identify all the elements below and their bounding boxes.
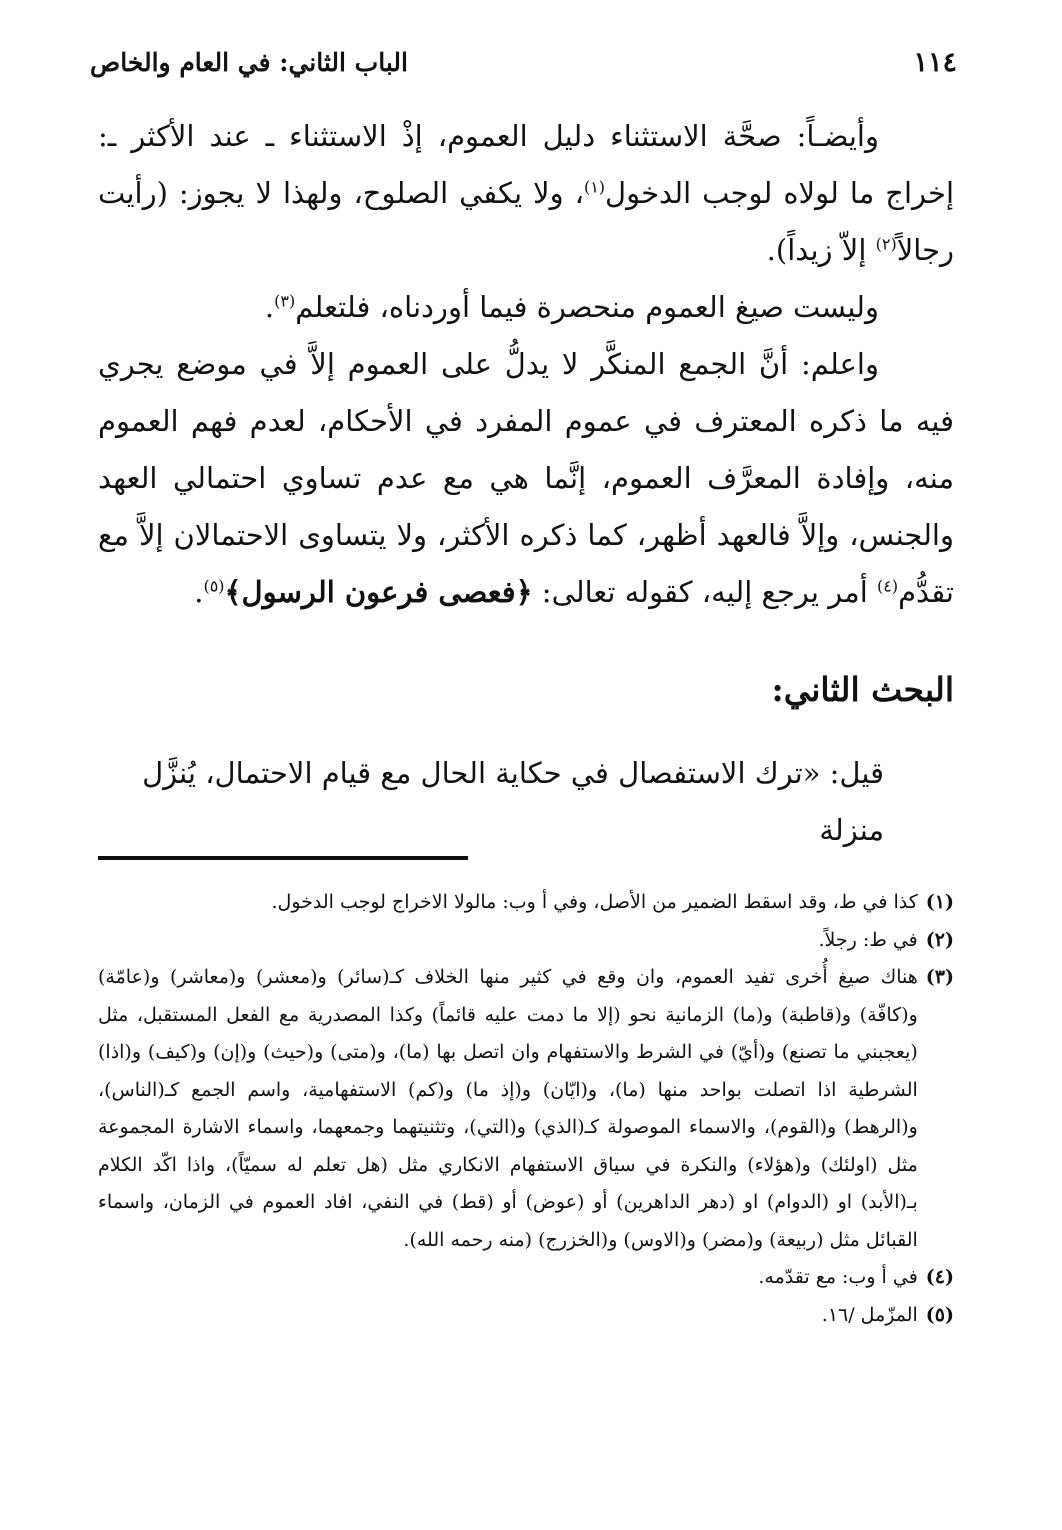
footnote-text: هناك صيغ أُخرى تفيد العموم، وان وقع في كثير منها الخلاف كـ(سائر) و(معشر) و(معاشر) و(عامّة) و(كافّة) و(قاطبة) و(ما) الزمانية نحو (إلا ما دمت عليه قائماً) وكذا المصدرية مع الفعل المستقبل، مثل (يعجبني ما تصنع) و(أيّ) في الشرط والاستفهام وان اتصل بها (ما)، و(متى) و(حيث) و(إن) و(كيف) و(اذا) الشرطية اذا اتصلت بواحد منها (ما)، و(ايّان) و(إذ ما) و(كم) الاستفهامية، واسم الجمع كـ(الناس)، و(الرهط) و(القوم)، والاسماء الموصولة كـ(الذي) و(التي)، وتثنيتهما وجمعهما، واسماء الاشارة المجموعة مثل (اولئك) و(هؤلاء) والنكرة في سياق الاستفهام الانكاري مثل (هل تعلم له سميّاً)، واذا اكّد الكلام بـ(الأبد) او (الدوام) او (دهر الداهرين) أو (عوض) أو (قط) في النفي، افاد العموم في الزمان، واسماء القبائل مثل (ربيعة) و(مضر) و(الاوس) و(الخزرج) (منه رحمه الله). — [98, 966, 918, 1251]
paragraph-2-text: وليست صيغ العموم منحصرة فيما أوردناه، فلتعلم — [295, 290, 879, 324]
section-heading: البحث الثاني: — [771, 670, 954, 709]
footnote-3 — [98, 959, 954, 1259]
section-text: قيل: «ترك الاستفصال في حكاية الحال مع قيام الاحتمال، يُنزَّل منزلة — [142, 756, 884, 847]
quran-verse: ﴿فعصى فرعون الرسول﴾ — [224, 575, 533, 609]
main-text — [98, 108, 954, 621]
footnote-2 — [98, 922, 954, 960]
footnote-text: في ط: رجلاً. — [818, 928, 918, 951]
footnote-1 — [98, 884, 954, 922]
footnote-divider — [98, 856, 468, 860]
footnote-number: (٤) — [925, 1266, 954, 1288]
footnote-ref-4: (٤) — [876, 576, 899, 596]
footnote-ref-2: (٢) — [875, 234, 897, 254]
paragraph-3-text-b: أمر يرجع إليه، كقوله تعالى: — [532, 575, 877, 609]
footnote-5 — [98, 1297, 954, 1335]
footnote-ref-3: (٣) — [274, 291, 296, 311]
footnote-text: في أ وب: مع تقدّمه. — [758, 1266, 918, 1288]
footnotes — [98, 884, 954, 1334]
running-header — [90, 40, 957, 84]
page-number: ١١٤ — [913, 46, 957, 78]
paragraph-3-text: واعلم: أنَّ الجمع المنكَّر لا يدلُّ على العموم إلاَّ في موضع يجري فيه ما ذكره المعترف في عموم المفرد في الأحكام، لعدم فهم العموم منه، وإفادة المعرَّف العموم، إنَّما هي مع عدم تساوي احتمالي العهد والجنس، وإلاَّ فالعهد أظهر، كما ذكره الأكثر، ولا يتساوى الاحتمالان إلاَّ مع تقدُّم — [98, 347, 954, 609]
footnote-number: (٣) — [925, 966, 954, 988]
paragraph-1-text: وأيضـاً: صحَّة الاستثناء دليل العموم، إذْ الاستثناء ـ عند الأكثر ـ: إخراج ما لولاه لوجب الدخول — [98, 119, 954, 210]
paragraph-1-text-b: ، ولا يكفي الصلوح، ولهذا لا يجوز: (رأيت رجالاً — [98, 176, 954, 267]
footnote-number: (٥) — [925, 1303, 954, 1326]
footnote-text: كذا في ط، وقد اسقط الضمير من الأصل، وفي أ وب: مالولا الاخراج لوجب الدخول. — [271, 891, 918, 913]
footnote-ref-5: (٥) — [203, 576, 225, 596]
footnote-number: (٢) — [925, 928, 954, 951]
footnote-ref-1: (١) — [583, 177, 606, 197]
footnote-text: المزّمل /١٦. — [821, 1303, 918, 1326]
footnote-4 — [98, 1259, 954, 1297]
paragraph-2-end: . — [264, 290, 275, 324]
paragraph-1 — [98, 108, 954, 279]
paragraph-3-end: . — [194, 575, 204, 609]
paragraph-3 — [98, 336, 954, 621]
paragraph-1-text-c: إلاّ زيداً). — [766, 233, 876, 267]
chapter-title: الباب الثاني: في العام والخاص — [90, 47, 408, 77]
paragraph-2 — [98, 279, 954, 336]
footnote-number: (١) — [925, 891, 954, 913]
